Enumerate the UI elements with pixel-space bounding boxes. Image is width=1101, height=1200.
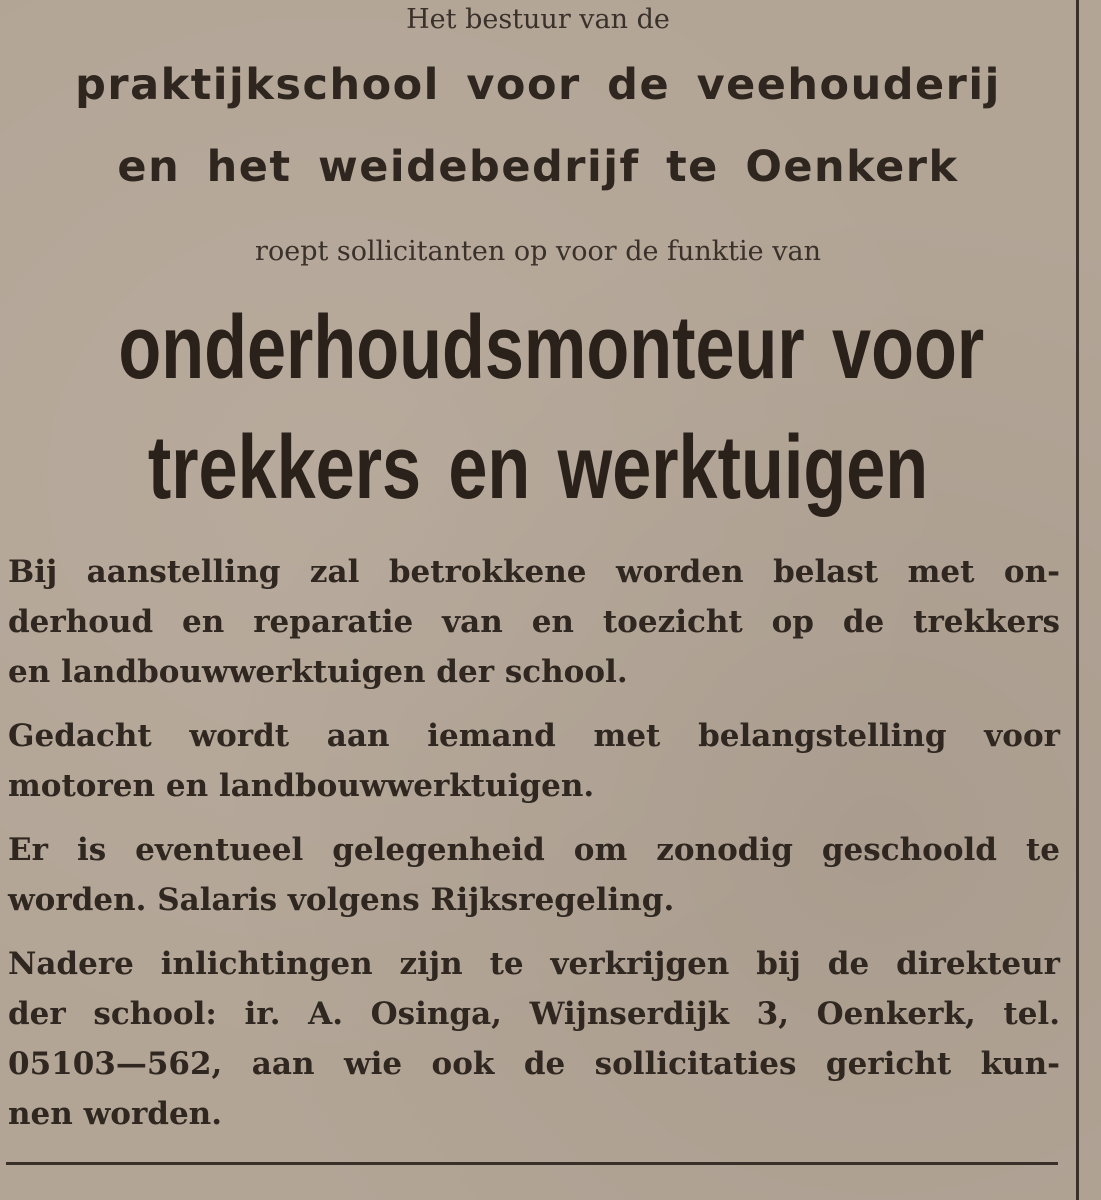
- paragraph-4-line-4: nen worden.: [8, 1096, 223, 1132]
- paragraph-4-line-1: Nadere inlichtingen zijn te verkrijgen bij de direkteur: [8, 946, 1060, 982]
- paragraph-1-line-2: derhoud en reparatie van en toezicht op de trekkers: [8, 604, 1060, 640]
- paragraph-1-line-1: Bij aanstelling zal betrokkene worden belast met on-: [8, 554, 1060, 590]
- paragraph-1-line-3: en landbouwwerktuigen der school.: [8, 654, 628, 690]
- job-title-line-1: onderhoudsmonteur voor: [118, 298, 985, 398]
- intro-line: Het bestuur van de: [406, 4, 670, 35]
- paragraph-4-line-3: 05103—562, aan wie ook de sollicitaties gericht kun-: [8, 1046, 1060, 1082]
- paragraph-4-line-2: der school: ir. A. Osinga, Wijnserdijk 3, Oenkerk, tel.: [8, 996, 1060, 1032]
- call-for-applicants: roept sollicitanten op voor de funktie van: [255, 236, 821, 267]
- column-rule: [1076, 0, 1079, 1200]
- school-name-line-2: en het weidebedrijf te Oenkerk: [117, 142, 959, 192]
- school-name-line-1: praktijkschool voor de veehouderij: [75, 60, 1001, 110]
- job-title-line-2: trekkers en werktuigen: [147, 418, 929, 518]
- paragraph-2-line-2: motoren en landbouwwerktuigen.: [8, 768, 595, 804]
- paragraph-2-line-1: Gedacht wordt aan iemand met belangstelling voor: [8, 718, 1060, 754]
- paragraph-3-line-1: Er is eventueel gelegenheid om zonodig geschoold te: [8, 832, 1060, 868]
- paragraph-3-line-2: worden. Salaris volgens Rijksregeling.: [8, 882, 675, 918]
- bottom-rule: [6, 1162, 1058, 1165]
